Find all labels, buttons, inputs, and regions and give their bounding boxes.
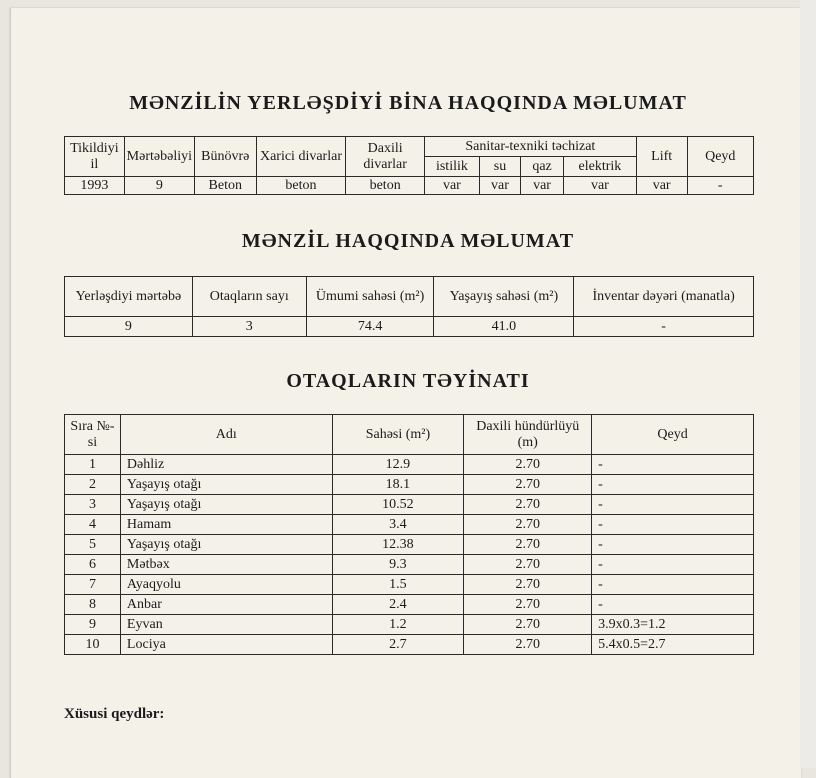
header-inner-walls: Daxili divarlar bbox=[346, 137, 424, 177]
value-living-area: 41.0 bbox=[434, 317, 574, 337]
row-height: 2.70 bbox=[464, 535, 592, 555]
row-note: - bbox=[592, 575, 754, 595]
header-lift: Lift bbox=[636, 137, 687, 177]
row-num: 8 bbox=[65, 595, 121, 615]
value-electric: var bbox=[564, 177, 637, 195]
row-num: 1 bbox=[65, 455, 121, 475]
row-name: Mətbəx bbox=[120, 555, 332, 575]
row-num: 9 bbox=[65, 615, 121, 635]
row-height: 2.70 bbox=[464, 475, 592, 495]
header-electric: elektrik bbox=[564, 157, 637, 177]
row-note: - bbox=[592, 455, 754, 475]
header-sanitary: Sanitar-texniki təchizat bbox=[424, 137, 636, 157]
value-outer-walls: beton bbox=[256, 177, 346, 195]
row-name: Hamam bbox=[120, 515, 332, 535]
document-page bbox=[10, 8, 801, 778]
value-gas: var bbox=[521, 177, 564, 195]
row-name: Ayaqyolu bbox=[120, 575, 332, 595]
value-rooms: 3 bbox=[192, 317, 306, 337]
row-num: 4 bbox=[65, 515, 121, 535]
row-area: 2.4 bbox=[332, 595, 464, 615]
row-name: Lociya bbox=[120, 635, 332, 655]
building-title: MƏNZİLİN YERLƏŞDİYİ BİNA HAQQINDA MƏLUMAT bbox=[129, 92, 687, 114]
row-name: Dəhliz bbox=[120, 455, 332, 475]
row-area: 2.7 bbox=[332, 635, 464, 655]
row-name: Yaşayış otağı bbox=[120, 475, 332, 495]
header-foundation: Bünövrə bbox=[194, 137, 256, 177]
header-inventory: İnventar dəyəri (manatla) bbox=[574, 277, 754, 317]
building-table bbox=[64, 136, 754, 195]
header-num: Sıra №-si bbox=[65, 415, 121, 455]
row-height: 2.70 bbox=[464, 515, 592, 535]
row-num: 5 bbox=[65, 535, 121, 555]
row-note: - bbox=[592, 555, 754, 575]
table-row bbox=[65, 535, 754, 555]
row-num: 2 bbox=[65, 475, 121, 495]
header-room-note: Qeyd bbox=[592, 415, 754, 455]
table-row bbox=[65, 635, 754, 655]
row-height: 2.70 bbox=[464, 555, 592, 575]
special-notes-label: Xüsusi qeydlər: bbox=[64, 706, 165, 722]
header-height: Daxili hündürlüyü (m) bbox=[464, 415, 592, 455]
row-note: 3.9x0.3=1.2 bbox=[592, 615, 754, 635]
apartment-table bbox=[64, 276, 754, 337]
header-outer-walls: Xarici divarlar bbox=[256, 137, 346, 177]
value-total-area: 74.4 bbox=[306, 317, 434, 337]
table-row bbox=[65, 595, 754, 615]
row-note: - bbox=[592, 475, 754, 495]
row-name: Yaşayış otağı bbox=[120, 535, 332, 555]
header-name: Adı bbox=[120, 415, 332, 455]
header-water: su bbox=[479, 157, 520, 177]
row-name: Anbar bbox=[120, 595, 332, 615]
table-row bbox=[65, 495, 754, 515]
row-height: 2.70 bbox=[464, 575, 592, 595]
row-area: 1.2 bbox=[332, 615, 464, 635]
header-note: Qeyd bbox=[687, 137, 753, 177]
row-area: 3.4 bbox=[332, 515, 464, 535]
header-gas: qaz bbox=[521, 157, 564, 177]
header-living-area: Yaşayış sahəsi (m²) bbox=[434, 277, 574, 317]
header-area: Sahəsi (m²) bbox=[332, 415, 464, 455]
apartment-title: MƏNZİL HAQQINDA MƏLUMAT bbox=[241, 230, 575, 252]
header-total-area: Ümumi sahəsi (m²) bbox=[306, 277, 434, 317]
header-year: Tikildiyi il bbox=[65, 137, 125, 177]
row-note: 5.4x0.5=2.7 bbox=[592, 635, 754, 655]
row-note: - bbox=[592, 595, 754, 615]
row-height: 2.70 bbox=[464, 455, 592, 475]
value-inner-walls: beton bbox=[346, 177, 424, 195]
header-rooms: Otaqların sayı bbox=[192, 277, 306, 317]
row-note: - bbox=[592, 495, 754, 515]
table-row bbox=[65, 575, 754, 595]
rooms-title: OTAQLARIN TƏYİNATI bbox=[286, 370, 530, 392]
value-year: 1993 bbox=[65, 177, 125, 195]
header-floors: Mərtəbəliyi bbox=[124, 137, 194, 177]
rooms-table bbox=[64, 414, 754, 655]
row-note: - bbox=[592, 535, 754, 555]
room-rows bbox=[65, 455, 754, 655]
value-floor: 9 bbox=[65, 317, 193, 337]
row-area: 12.38 bbox=[332, 535, 464, 555]
table-row bbox=[65, 555, 754, 575]
row-name: Eyvan bbox=[120, 615, 332, 635]
header-heating: istilik bbox=[424, 157, 479, 177]
value-lift: var bbox=[636, 177, 687, 195]
row-height: 2.70 bbox=[464, 495, 592, 515]
table-row bbox=[65, 455, 754, 475]
row-area: 12.9 bbox=[332, 455, 464, 475]
value-water: var bbox=[479, 177, 520, 195]
value-inventory: - bbox=[574, 317, 754, 337]
row-num: 6 bbox=[65, 555, 121, 575]
row-name: Yaşayış otağı bbox=[120, 495, 332, 515]
value-heating: var bbox=[424, 177, 479, 195]
row-height: 2.70 bbox=[464, 635, 592, 655]
value-floors: 9 bbox=[124, 177, 194, 195]
row-height: 2.70 bbox=[464, 595, 592, 615]
value-foundation: Beton bbox=[194, 177, 256, 195]
row-num: 3 bbox=[65, 495, 121, 515]
row-area: 10.52 bbox=[332, 495, 464, 515]
value-note: - bbox=[687, 177, 753, 195]
table-row bbox=[65, 615, 754, 635]
row-num: 10 bbox=[65, 635, 121, 655]
row-note: - bbox=[592, 515, 754, 535]
row-num: 7 bbox=[65, 575, 121, 595]
header-floor: Yerləşdiyi mərtəbə bbox=[65, 277, 193, 317]
row-area: 1.5 bbox=[332, 575, 464, 595]
row-area: 18.1 bbox=[332, 475, 464, 495]
row-area: 9.3 bbox=[332, 555, 464, 575]
table-row bbox=[65, 475, 754, 495]
table-row bbox=[65, 515, 754, 535]
row-height: 2.70 bbox=[464, 615, 592, 635]
